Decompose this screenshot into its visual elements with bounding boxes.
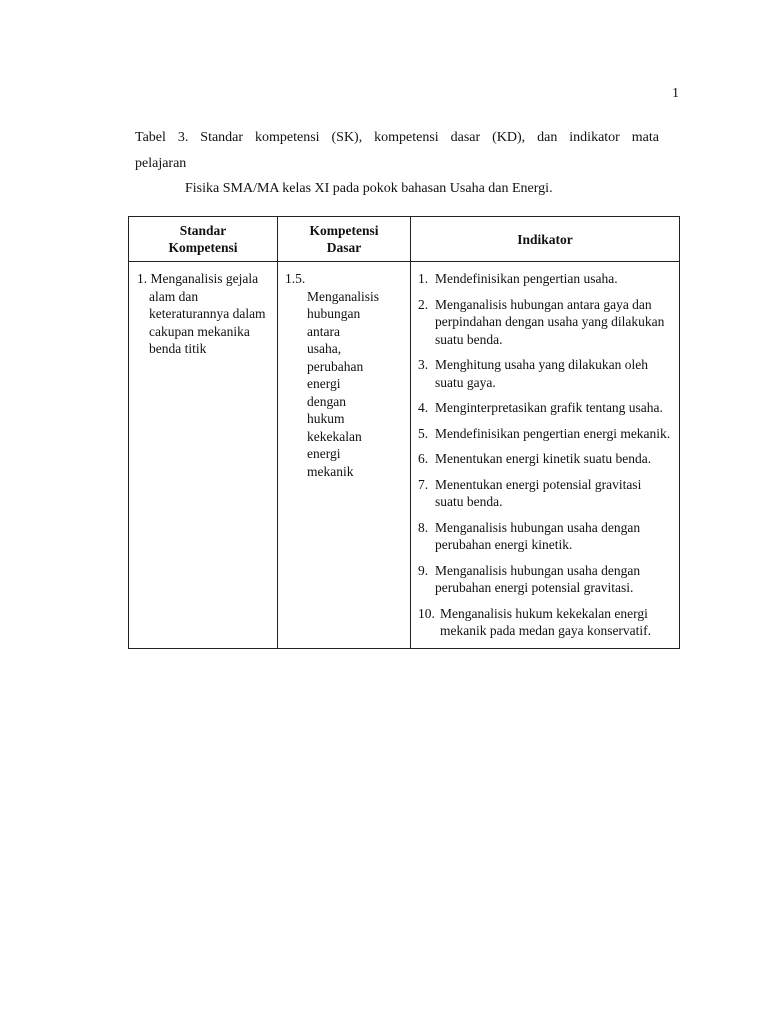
indikator-list [418,270,673,640]
list-item [418,450,673,468]
kd-number: 1.5. [285,271,306,286]
list-item [418,476,673,511]
list-item [418,425,673,443]
table-header-row [129,217,680,262]
header-sk-line2: Kompetensi [168,240,238,255]
list-item [418,562,673,597]
list-item-text: Menganalisis hubungan usaha dengan perubahan energi kinetik. [435,519,641,552]
list-item [418,519,673,554]
list-item-number: 1. [418,271,429,286]
list-item-number: 4. [418,400,429,415]
header-indikator: Indikator [411,217,680,262]
list-item-number: 6. [418,451,429,466]
header-kd-line1: Kompetensi [309,223,379,238]
list-item-number: 9. [418,562,429,578]
list-item-text: Menganalisis hukum kekekalan energi mekanik pada medan gaya konservatif. [440,605,652,638]
indikator-cell [411,262,680,649]
header-standar-kompetensi [129,217,278,262]
competency-table [128,216,680,649]
list-item-text: Mendefinisikan pengertian energi mekanik. [435,425,671,441]
list-item-number: 5. [418,425,429,441]
table-row [129,262,680,649]
list-item-text: Menghitung usaha yang dilakukan oleh suatu gaya. [435,357,648,390]
list-item-number: 2. [418,296,429,312]
list-item-number: 10. [418,605,435,621]
list-item-text: Menentukan energi kinetik suatu benda. [435,451,652,466]
list-item [418,399,673,417]
sk-item [137,270,271,358]
kd-cell [278,262,411,649]
list-item-text: Menganalisis hubungan usaha dengan perubahan energi potensial gravitasi. [435,562,641,595]
kd-text: Menganalisis hubungan antara usaha, perubahan energi dengan hukum kekekalan energi mekanik [307,288,379,479]
header-sk-line1: Standar [179,223,227,238]
page-number: 1 [672,86,679,101]
list-item-text: Menentukan energi potensial gravitasi suatu benda. [435,476,642,509]
list-item [418,270,673,288]
caption-line-2: pelajaran [135,156,187,171]
sk-text: Menganalisis gejala alam dan keteraturannya dalam cakupan mekanika benda titik [149,271,266,356]
list-item-text: Menginterpretasikan grafik tentang usaha. [435,400,663,415]
list-item [418,605,673,640]
sk-cell [129,262,278,649]
list-item-text: Menganalisis hubungan antara gaya dan perpindahan dengan usaha yang dilakukan suatu benda. [435,296,665,347]
header-kompetensi-dasar [278,217,411,262]
header-kd-line2: Dasar [326,240,362,255]
caption-line-1: Tabel 3. Standar kompetensi (SK), kompetensi dasar (KD), dan indikator mata [135,130,659,145]
caption-subtitle: Fisika SMA/MA kelas XI pada pokok bahasan Usaha dan Energi. [185,181,553,196]
list-item [418,356,673,391]
list-item-number: 7. [418,476,429,492]
list-item-number: 3. [418,357,429,372]
list-item-text: Mendefinisikan pengertian usaha. [435,271,618,286]
list-item-number: 8. [418,519,429,535]
list-item [418,296,673,349]
sk-number: 1. [137,271,148,286]
